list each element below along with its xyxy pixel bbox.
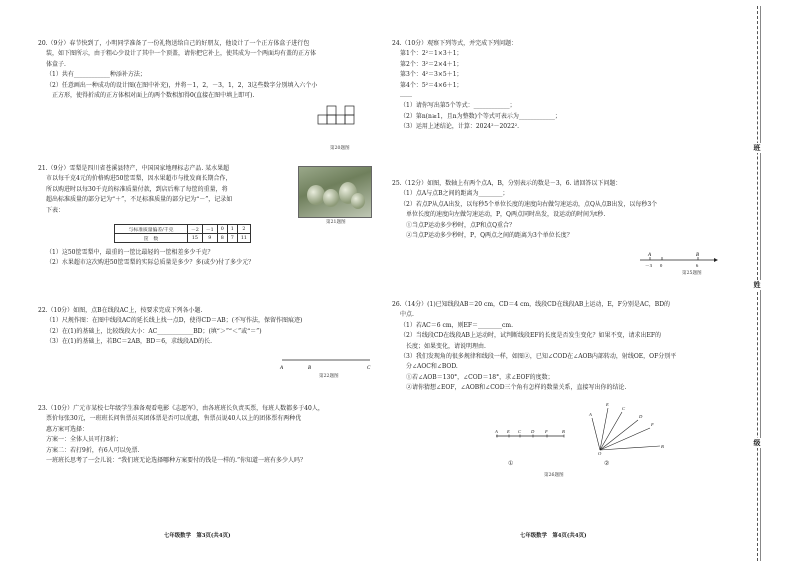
- question-25: [392, 179, 657, 241]
- q24-line: 第1个：2²＝1×3＋1；: [400, 50, 463, 58]
- margin-label: 级: [750, 438, 764, 448]
- net-square: [345, 115, 354, 124]
- point-label: C: [367, 366, 371, 371]
- q25-line: ①当点P运动多少秒时，点P和点Q重合？: [406, 221, 515, 229]
- question-20: [38, 39, 317, 101]
- table-row: [115, 234, 251, 243]
- fig-1-label: ①: [508, 460, 514, 467]
- net-square: [327, 106, 336, 115]
- point-label: E: [507, 429, 510, 434]
- q20-line: （2）任意画出一种成功的设计图(在图中补充)，并将－1，2，－3，1，2，3这些数字分别填入六个小: [46, 81, 318, 89]
- point-label: B: [696, 253, 700, 258]
- q24-line: （2）第n(n≥1，且n为整数)个等式可表示为____________；: [400, 112, 561, 120]
- q20-net-figure: [310, 104, 370, 144]
- q23-line: 23.（10分）广元市某校七年级学生准备观看电影《志愿军》，由各班班长负责买票，每班人数都多于40人，: [38, 405, 324, 412]
- question-21-parts: [38, 248, 254, 269]
- q21-caption: 第21题图: [326, 220, 346, 225]
- net-square: [336, 115, 345, 124]
- q20-line: 正方形，使得折成的正方体相对面上的两个数相加得0(直接在图中填上即可).: [52, 92, 255, 100]
- q26-line: ②请你猜想∠EOF，∠AOB和∠COD三个角有怎样的数量关系，直接写出你的结论.: [406, 384, 627, 392]
- ray-oc: [600, 412, 622, 450]
- point-label: A: [648, 253, 652, 258]
- ray-ob: [600, 446, 660, 450]
- net-square: [345, 106, 354, 115]
- net-square: [327, 115, 336, 124]
- q22-segment-figure: [278, 356, 374, 372]
- q24-line: 第2个：3²＝2×4＋1；: [400, 60, 463, 68]
- point-label: C: [622, 406, 626, 411]
- question-23: [38, 404, 324, 466]
- question-26: [392, 300, 676, 394]
- table-cell: －1: [202, 225, 217, 234]
- q24-line: 第4个：5²＝4×6＋1；: [400, 81, 463, 89]
- q26-caption: 第26题图: [544, 473, 564, 478]
- q25-line: （1）点A与点B之间的距离为________；: [400, 190, 509, 198]
- ray-oa: [592, 418, 600, 450]
- table-cell: 0: [217, 225, 227, 234]
- point-label: B: [661, 444, 664, 449]
- q20-line: 体盒子.: [46, 60, 66, 68]
- q24-line: （3）运用上述结论，计算：2024²－2022².: [400, 123, 520, 131]
- point-label: D: [639, 414, 643, 419]
- q25-line: 单位长度的速度向左做匀速运动，P，Q两点同时出发，设运动的时间为t秒.: [406, 211, 606, 219]
- q25-line: ②当点P运动多少秒时，P，Q两点之间的距离为3个单位长度？: [406, 232, 573, 240]
- tick-label: 6: [696, 263, 699, 268]
- ray-od: [600, 420, 638, 450]
- q25-caption: 第25题图: [682, 271, 702, 276]
- net-square: [318, 115, 327, 124]
- margin-label: 姓: [750, 280, 764, 290]
- q26-angle-figure: [588, 398, 668, 456]
- point-label: A: [280, 366, 284, 371]
- table-cell: 筐 数: [115, 234, 188, 243]
- q26-line: （1）若AC＝6 cm，则EF＝________cm.: [400, 321, 514, 329]
- q26-line: 长度；如果变化，请说明理由.: [406, 342, 486, 350]
- table-cell: 2: [237, 225, 250, 234]
- table-row: [115, 225, 251, 234]
- ray-of: [600, 428, 650, 450]
- q21-line: 21.（9分）雪梨是四川省苍溪县特产，中国国家地理标志产品. 某水果超: [38, 165, 230, 172]
- table-cell: 7: [227, 234, 237, 243]
- table-cell: 11: [237, 234, 250, 243]
- point-label: D: [531, 429, 535, 434]
- q21-line: 超出标准质量的部分记为“＋”，不足标准质量的部分记为“－”，记录如: [46, 196, 233, 204]
- q20-line: 20.（9分）春节快到了，小明同学准备了一份礼物送给自己的好朋友，他设计了一个正方体盒子进行包: [38, 40, 310, 47]
- axis-arrow: [714, 258, 718, 262]
- margin-label: 班: [750, 143, 764, 153]
- point-label: F: [651, 422, 654, 427]
- q24-line: 24.（10分）观察下列等式，并完成下列问题：: [392, 40, 518, 47]
- point-label: C: [518, 429, 522, 434]
- tick-label: 0: [660, 263, 663, 268]
- q26-segment-figure: [492, 428, 572, 448]
- point-label: O: [598, 451, 602, 456]
- table-cell: 9: [202, 234, 217, 243]
- q21-table: [114, 224, 251, 243]
- pear-shape: [351, 193, 365, 209]
- q22-line: （2）在(1)的基础上，比较线段大小：AC____________BD；(填“＞”“＜”或“＝”): [46, 327, 262, 335]
- table-cell: －2: [188, 225, 203, 234]
- q25-line: （2）若点P从点A出发，以每秒5个单位长度的速度向右做匀速运动，点Q从点B出发，以每秒3个: [400, 200, 658, 208]
- point-label: B: [562, 429, 565, 434]
- q26-line: 26.（14分）(1)已知线段AB＝20 cm，CD＝4 cm，线段CD在线段AB上运动，E，F分别是AC，BD的: [392, 301, 671, 308]
- point-label: A: [495, 429, 498, 434]
- question-22: [38, 306, 302, 348]
- q24-line: ……: [400, 92, 412, 100]
- page-footer-4: 七年级数学 第4页(共4页): [520, 533, 587, 539]
- table-cell: 1: [227, 225, 237, 234]
- q26-line: （2）当线段CD在线段AB上运动时，试判断线段EF的长度是否发生变化？如果不变，请求出EF的: [400, 332, 662, 340]
- page-footer-3: 七年级数学 第3页(共4页): [164, 533, 231, 539]
- q22-caption: 第22题图: [319, 374, 339, 379]
- q25-line: 25.（12分）如图，数轴上有两个点A，B，分别表示的数是－3，6. 请回答以下问题：: [392, 180, 622, 187]
- q22-line: 22.（10分）如图，点B在线段AC上，按要求完成下列各小题.: [38, 307, 203, 314]
- q21-line: 市以每千克4元的价格购进50筐雪梨，因水果超市与批发商长期合作，: [46, 175, 232, 183]
- table-cell: 8: [217, 234, 227, 243]
- question-24: [392, 39, 561, 133]
- point-label: B: [308, 366, 312, 371]
- q23-line: 一班班长思考了一会儿说：“我们班无论选择哪种方案要付的钱是一样的.”你知道一班有多少人吗？: [46, 457, 307, 465]
- pear-shape: [323, 189, 339, 207]
- point-label: F: [545, 429, 548, 434]
- table-cell: 与标准质量偏差/千克: [115, 225, 188, 234]
- point-label: E: [606, 402, 609, 407]
- q23-line: 票价每张30元，一班班长问售票员买团体票是否可以优惠，售票员说40人以上的团体票有两种优: [46, 415, 302, 423]
- q25-number-line: [638, 250, 718, 270]
- q26-line: （3）我们发现角的很多规律和线段一样，如图②，已知∠COD在∠AOB内部转动，射线OE，OF分别平: [400, 353, 677, 361]
- q24-line: 第3个：4²＝3×5＋1；: [400, 71, 463, 79]
- binding-margin: [748, 0, 794, 567]
- q21-line: 所以购进时以每30千克的标准质量付款，到店后称了每筐的重量，将: [46, 185, 228, 193]
- q24-line: （1）请你写出第5个等式：____________；: [400, 102, 516, 110]
- point-label: A: [589, 412, 592, 417]
- q23-line: 方案一：全体人员可打8折；: [46, 436, 122, 444]
- q26-line: 中点.: [400, 311, 414, 319]
- q21-line: 下表：: [46, 206, 65, 214]
- q26-line: 分∠AOC和∠BOD.: [406, 363, 458, 371]
- snow-pear-photo: [298, 166, 372, 218]
- q20-line: （1）共有____________种添补方法；: [46, 71, 146, 79]
- q21-line: （1）这50筐雪梨中，最重的一筐比最轻的一筐相差多少千克？: [46, 249, 214, 256]
- ray-oe: [600, 408, 608, 450]
- fig-2-label: ②: [604, 460, 610, 467]
- q20-caption: 第20题图: [330, 146, 350, 151]
- table-cell: 15: [188, 234, 203, 243]
- q23-line: 惠方案可选择：: [46, 425, 89, 433]
- q22-line: （3）在(1)的基础上，若BC＝2AB，BD＝6，求线段AD的长.: [46, 338, 213, 346]
- q20-line: 装，如下图所示，由于粗心少设计了其中一个顶盖，请你把它补上，使其成为一个两面均有盖的正方体: [46, 50, 317, 58]
- q26-line: ①若∠AOB＝130°，∠COD＝18°，求∠EOF的度数；: [406, 373, 554, 381]
- q23-line: 方案二：若打9折，有6人可以免票.: [46, 446, 140, 454]
- q21-line: （2）水果超市这次购进50筐雪梨的实际总质量是多少？多(或少)付了多少元？: [46, 259, 255, 267]
- question-21: [38, 164, 232, 216]
- q22-line: （1）尺规作图：在图中线段AC的延长线上找一点D，使得CD＝AB；(不写作法，保留作图痕迹): [46, 317, 303, 325]
- tick-label: －3: [645, 263, 652, 268]
